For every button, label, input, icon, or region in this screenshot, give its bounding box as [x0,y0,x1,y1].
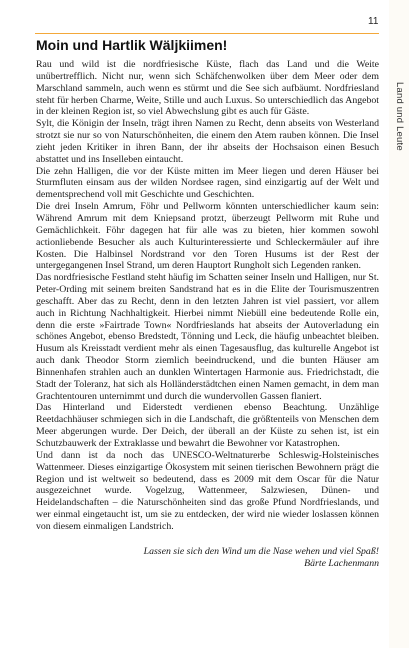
section-tab-label: Land und Leute [394,82,405,151]
header-rule [35,33,379,34]
signoff [36,546,379,571]
paragraph: Und dann ist da noch das UNESCO-Weltnaturerbe Schleswig-Holsteinisches Wattenmeer. Dieses einzigartige Ökosystem mit seinen tierischen Bewohnern prägt die Region und ist weltweit so bedeutend, dass es 2009 mit dem Oscar für die Natur ausgezeichnet wurde. Vogelzug, Wattenmeer, Salzwiesen, Dünen- und Heidelandschaften – die Naturschönheiten sind das große Pfund Nordfrieslands, und wer einmal eingetaucht ist, um sie zu entdecken, der wird nie wieder loslassen können von diesem einmaligen Landstrich. [36,449,379,532]
page-number: 11 [368,16,379,27]
page-title: Moin und Hartlik Wäljkiimen! [36,37,228,53]
closing-line: Lassen sie sich den Wind um die Nase wehen und viel Spaß! [143,545,379,557]
paragraph: Die zehn Halligen, die vor der Küste mitten im Meer liegen und deren Häuser bei Sturmfluten einsam aus der wilden Nordsee ragen, sind einzigartig auf der Welt und dementsprechend voll mit Geschichte und Geschichten. [36,165,379,201]
paragraph: Sylt, die Königin der Inseln, trägt ihren Namen zu Recht, denn abseits von Westerland strotzt sie nur so von Naturschönheiten, die einem den Atem rauben können. Die Insel zieht jeden Kritiker in ihren Bann, der ihr abseits der Hochsaison einen Besuch abstattet und ins Inselleben eintaucht. [36,118,379,165]
author-name: Bärte Lachenmann [304,558,379,570]
paragraph: Rau und wild ist die nordfriesische Küste, flach das Land und die Weite unübertrefflich. Nicht nur, wenn sich Schäfchenwolken über dem Meer oder dem Marschland sammeln, auch wenn es stürmt und die See sich aufbäumt. Nordfriesland steht für herben Charme, Weite, Stille und auch Luxus. So unterschiedlich das Angebot in der kleinen Region ist, so viel Abwechslung gibt es auch für Gäste. [36,59,379,118]
article [36,36,379,571]
paragraph: Die drei Inseln Amrum, Föhr und Pellworm könnten unterschiedlicher kaum sein: Während Amrum mit dem Kniepsand protzt, überzeugt Pellworm mit Ruhe und Gemächlichkeit. Föhr dagegen hat für alle was zu bieten, hier kommen sowohl actionliebende Besucher als auch Kulturinteressierte und Schleckermäuler auf ihre Kosten. Die Halbinsel Nordstrand vor den Toren Husums ist der Rest der untergegangenen Insel Strand, um deren Hauptort Rungholt sich Legenden ranken. [36,201,379,272]
article-body [36,59,379,533]
paragraph: Das nordfriesische Festland steht häufig im Schatten seiner Inseln und Halligen, nur St. Peter-Ording mit seinem breiten Sandstrand hat es in die Elite der Tourismuszentren geschafft. Aber das zu Recht, denn in den letzten Jahren ist viel passiert, vor allem auch in Richtung Nachhaltigkeit. Hierbei nimmt Niebüll eine bedeutende Rolle ein, denn die erste »Fairtrade Town« Nordfrieslands hat abseits der Autoverladung ein schönes Angebot, ebenso Bredstedt, Tönning und Leck, die häufig unbeachtet bleiben. Husum als Kreisstadt verdient mehr als einen Tagesausflug, das kulturelle Angebot ist auch dank Theodor Storm ziemlich beeindruckend, und die bunten Häuser am Binnenhafen strahlen auch an dunklen Wintertagen Harmonie aus. Friedrichstadt, die Stadt der Toleranz, hat sich als Holländerstädtchen einen Namen gemacht, in dem man Grachtentouren unternimmt und durch die wundervollen Gassen flaniert. [36,272,379,402]
paragraph: Das Hinterland und Eiderstedt verdienen ebenso Beachtung. Unzählige Reetdachhäuser schmiegen sich in die Landschaft, die größtenteils von Menschen dem Meer abgerungen wurde. Der Deich, der überall an der Küste zu sehen ist, ist ein Schutzbauwerk der Extraklasse und bewahrt die Bewohner vor Katastrophen. [36,402,379,449]
